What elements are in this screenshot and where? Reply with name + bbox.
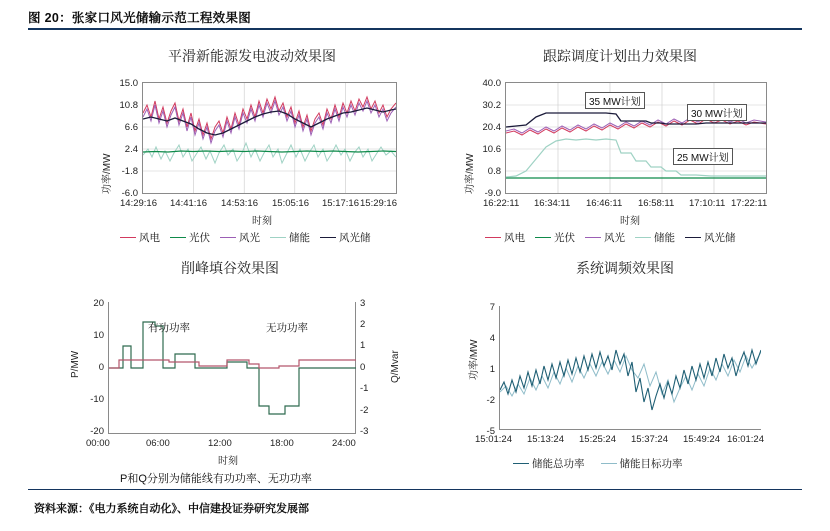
chart-legend — [485, 230, 736, 245]
x-tick: 15:13:24 — [527, 434, 564, 445]
legend-item — [585, 230, 625, 245]
x-tick: 15:05:16 — [272, 198, 309, 209]
plot-area — [142, 82, 397, 194]
legend-swatch-icon — [485, 237, 501, 238]
legend-swatch-icon — [535, 237, 551, 238]
legend-label: 储能 — [654, 232, 675, 244]
x-tick: 14:41:16 — [170, 198, 207, 209]
legend-item — [170, 230, 210, 245]
annotation-25mw: 25 MW计划 — [673, 148, 733, 165]
y-tick: 10.6 — [482, 144, 501, 155]
y-axis-label: 功率/MW — [102, 153, 113, 194]
x-tick: 15:49:24 — [683, 434, 720, 445]
legend-label: 风电 — [504, 232, 525, 244]
x-tick: 16:34:11 — [534, 198, 571, 209]
x-tick: 16:01:24 — [727, 434, 764, 445]
x-tick: 15:37:24 — [631, 434, 668, 445]
y-tick: -5 — [486, 426, 495, 437]
legend-label: 储能 — [289, 232, 310, 244]
legend-swatch-icon — [270, 237, 286, 238]
chart-title: 系统调频效果图 — [576, 260, 674, 276]
legend-swatch-icon — [320, 237, 336, 238]
y-tick-right: -2 — [360, 405, 369, 416]
legend-label: 光伏 — [554, 232, 575, 244]
legend-item — [513, 456, 585, 471]
legend-item — [635, 230, 675, 245]
legend-label: 光伏 — [189, 232, 210, 244]
y-tick: -1.8 — [121, 166, 138, 177]
y-axis-label: 功率/MW — [465, 153, 476, 194]
x-tick: 16:22:11 — [483, 198, 520, 209]
x-tick: 14:29:16 — [120, 198, 157, 209]
legend-label: 储能总功率 — [532, 458, 585, 470]
legend-label: 风光 — [604, 232, 625, 244]
y-tick-right: 2 — [360, 319, 366, 330]
y-tick: 7 — [489, 302, 495, 313]
y-axis-label-left: P/MW — [70, 350, 81, 378]
y-tick: 10.8 — [119, 100, 138, 111]
legend-swatch-icon — [635, 237, 651, 238]
legend-label: 风光 — [239, 232, 260, 244]
x-tick: 18:00 — [270, 438, 294, 449]
legend-item — [601, 456, 683, 471]
y-tick-right: 0 — [360, 362, 366, 373]
chart-legend — [513, 456, 683, 471]
x-tick: 14:53:16 — [221, 198, 258, 209]
page-title: 图 20：张家口风光储输示范工程效果图 — [28, 11, 252, 25]
legend-swatch-icon — [220, 237, 236, 238]
legend-swatch-icon — [170, 237, 186, 238]
legend-item — [535, 230, 575, 245]
y-tick-right: 3 — [360, 298, 366, 309]
annotation-35mw: 35 MW计划 — [585, 92, 645, 109]
x-tick: 06:00 — [146, 438, 170, 449]
chart-dispatch — [455, 46, 785, 244]
x-axis-label: 时刻 — [620, 216, 640, 227]
y-axis-label: 功率/MW — [469, 339, 480, 380]
x-tick: 17:10:11 — [689, 198, 726, 209]
chart-caption: P和Q分别为储能线有功功率、无功功率 — [120, 473, 312, 485]
y-tick: 2.4 — [124, 144, 138, 155]
chart-title: 跟踪调度计划出力效果图 — [543, 48, 697, 64]
y-tick-right: 1 — [360, 340, 366, 351]
y-tick: 0.8 — [487, 166, 501, 177]
x-tick: 00:00 — [86, 438, 110, 449]
x-tick: 15:29:16 — [360, 198, 397, 209]
x-axis-label: 时刻 — [218, 456, 238, 467]
y-tick: 6.6 — [124, 122, 138, 133]
x-tick: 15:25:24 — [579, 434, 616, 445]
chart-title: 平滑新能源发电波动效果图 — [168, 48, 336, 64]
annotation-reactive-power: 无功功率 — [266, 322, 308, 334]
legend-item — [120, 230, 160, 245]
y-tick: 4 — [489, 333, 495, 344]
x-tick: 24:00 — [332, 438, 356, 449]
legend-item — [270, 230, 310, 245]
chart-frequency — [455, 258, 795, 478]
legend-swatch-icon — [120, 237, 136, 238]
x-tick: 16:46:11 — [586, 198, 623, 209]
y-tick-left: 20 — [93, 298, 104, 309]
legend-label: 风电 — [139, 232, 160, 244]
chart-peak-shaving — [60, 258, 401, 485]
x-tick: 15:17:16 — [322, 198, 359, 209]
y-tick: 40.0 — [482, 78, 501, 89]
y-axis-label-right: Q/Mvar — [390, 350, 401, 383]
plot-area — [108, 302, 356, 434]
x-axis-label: 时刻 — [252, 216, 272, 227]
annotation-active-power: 有功功率 — [148, 322, 190, 334]
legend-label: 风光储 — [339, 232, 371, 244]
legend-label: 风光储 — [704, 232, 736, 244]
y-tick: -9.0 — [484, 188, 501, 199]
y-tick-right: -3 — [360, 426, 369, 437]
legend-label: 储能目标功率 — [619, 458, 683, 470]
y-tick: -2 — [486, 395, 495, 406]
y-tick: 30.2 — [482, 100, 501, 111]
x-tick: 15:01:24 — [475, 434, 512, 445]
y-tick: -6.0 — [121, 188, 138, 199]
legend-item — [220, 230, 260, 245]
chart-title: 削峰填谷效果图 — [181, 260, 279, 276]
x-tick: 16:58:11 — [638, 198, 675, 209]
source-note: 资料来源：《电力系统自动化》、中信建投证券研究发展部 — [34, 503, 309, 515]
legend-swatch-icon — [585, 237, 601, 238]
y-tick: 20.4 — [482, 122, 501, 133]
legend-swatch-icon — [513, 463, 529, 464]
y-tick-left: 10 — [93, 330, 104, 341]
source-divider — [28, 489, 802, 490]
title-divider — [28, 28, 802, 30]
x-tick: 17:22:11 — [731, 198, 768, 209]
y-tick-left: -10 — [90, 394, 104, 405]
y-tick-left: 0 — [98, 362, 104, 373]
x-tick: 12:00 — [208, 438, 232, 449]
legend-item — [320, 230, 371, 245]
y-tick-right: -1 — [360, 383, 369, 394]
annotation-30mw: 30 MW计划 — [687, 104, 747, 121]
y-tick-left: -20 — [90, 426, 104, 437]
legend-swatch-icon — [601, 463, 617, 464]
chart-legend — [120, 230, 371, 245]
y-tick: 15.0 — [119, 78, 138, 89]
chart-smoothing — [92, 46, 412, 244]
legend-swatch-icon — [685, 237, 701, 238]
y-tick: 1 — [489, 364, 495, 375]
plot-area — [499, 306, 761, 430]
legend-item — [685, 230, 736, 245]
legend-item — [485, 230, 525, 245]
